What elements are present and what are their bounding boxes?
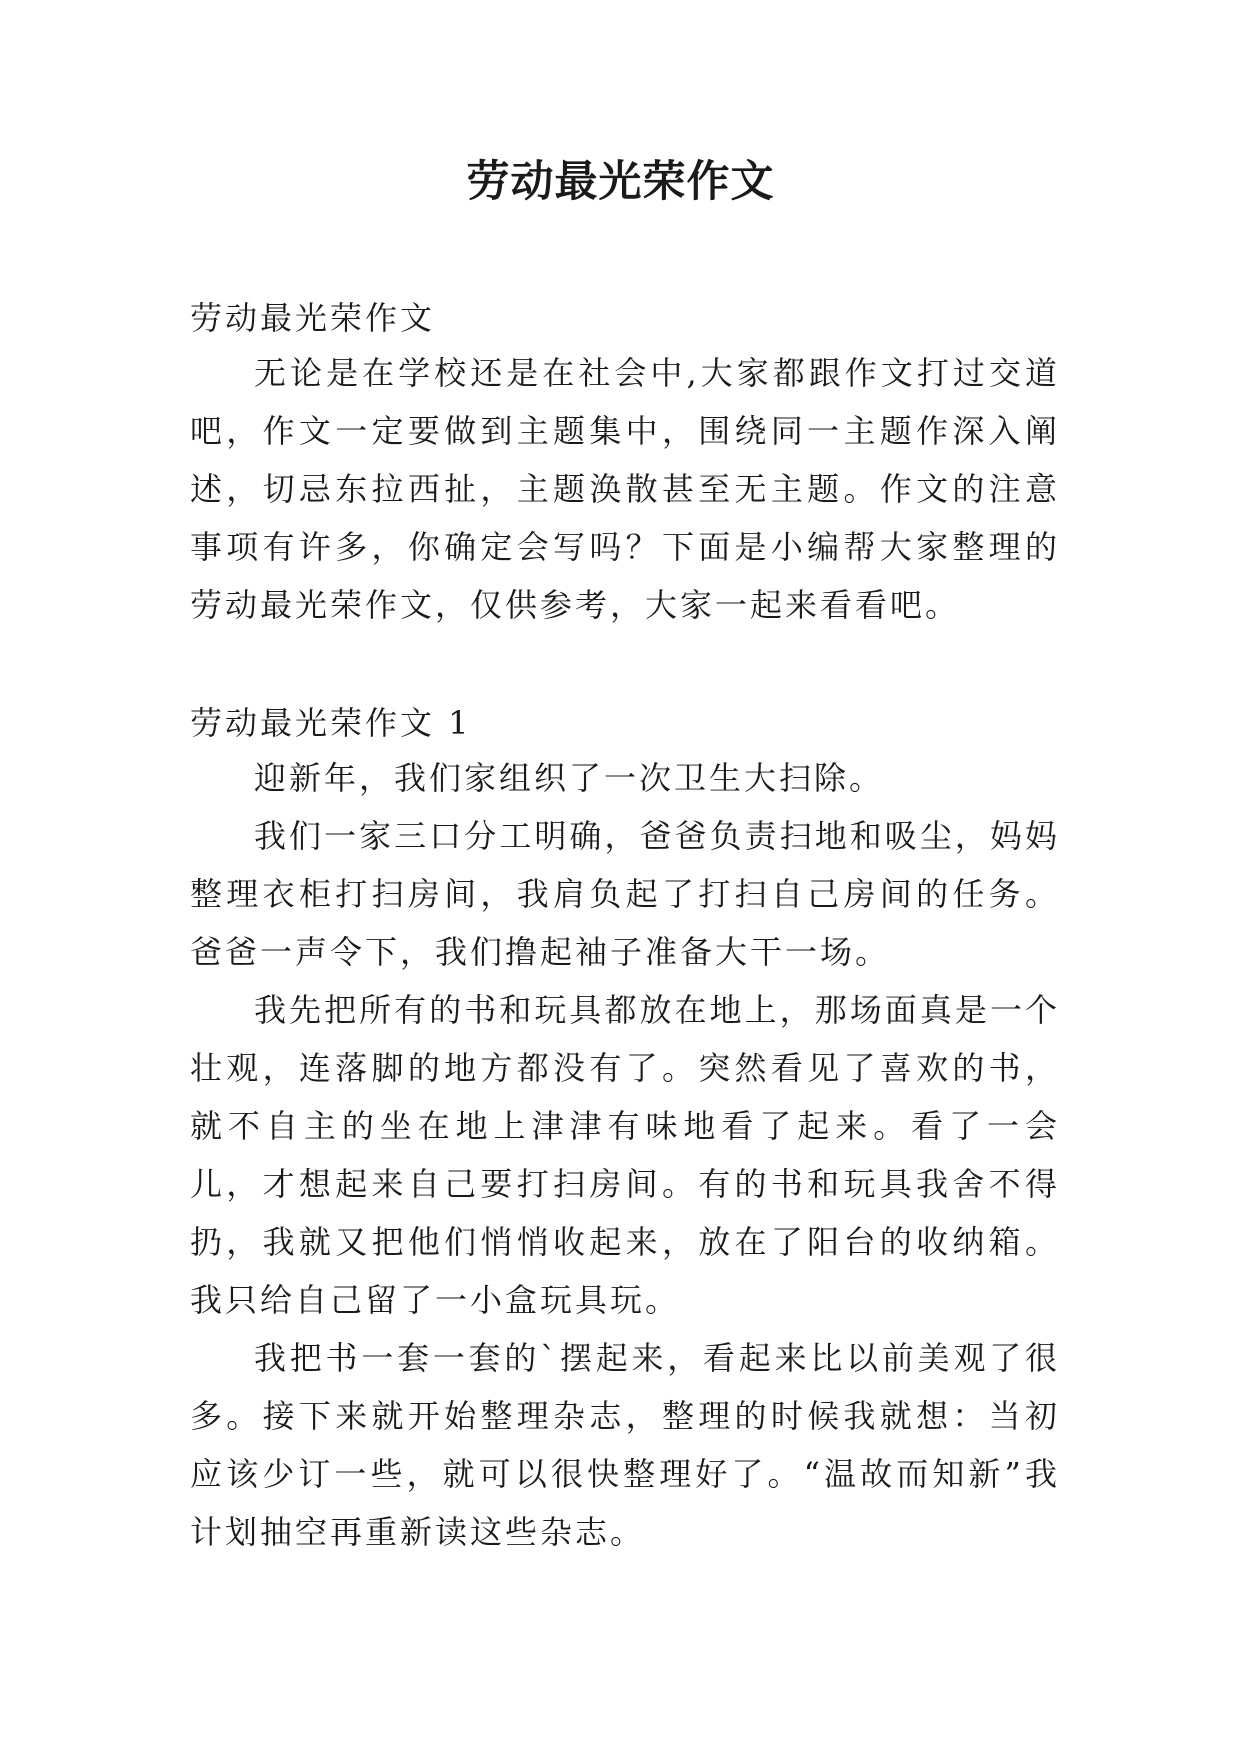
section-1-body — [190, 749, 1060, 1561]
intro-paragraph: 无论是在学校还是在社会中,大家都跟作文打过交道吧，作文一定要做到主题集中，围绕同一主题作深入阐述，切忌东拉西扯，主题涣散甚至无主题。作文的注意事项有许多，你确定会写吗？下面是小编帮大家整理的劳动最光荣作文，仅供参考，大家一起来看看吧。 — [190, 354, 1060, 624]
section-1-paragraph-3: 我先把所有的书和玩具都放在地上，那场面真是一个壮观，连落脚的地方都没有了。突然看见了喜欢的书，就不自主的坐在地上津津有味地看了起来。看了一会儿，才想起来自己要打扫房间。有的书和玩具我舍不得扔，我就又把他们悄悄收起来，放在了阳台的收纳箱。我只给自己留了一小盒玩具玩。 — [190, 991, 1060, 1319]
section-1-paragraph-2: 我们一家三口分工明确，爸爸负责扫地和吸尘，妈妈整理衣柜打扫房间，我肩负起了打扫自己房间的任务。爸爸一声令下，我们撸起袖子准备大干一场。 — [190, 817, 1060, 971]
section-1-paragraph-4: 我把书一套一套的`摆起来，看起来比以前美观了很多。接下来就开始整理杂志，整理的时候我就想：当初应该少订一些，就可以很快整理好了。“温故而知新”我计划抽空再重新读这些杂志。 — [190, 1339, 1060, 1551]
section-1-paragraph-1: 迎新年，我们家组织了一次卫生大扫除。 — [254, 759, 885, 797]
intro-heading: 劳动最光荣作文 — [190, 299, 436, 337]
document-title: 劳动最光荣作文 — [466, 157, 775, 207]
section-1-heading: 劳动最光荣作文 1 — [190, 704, 472, 742]
